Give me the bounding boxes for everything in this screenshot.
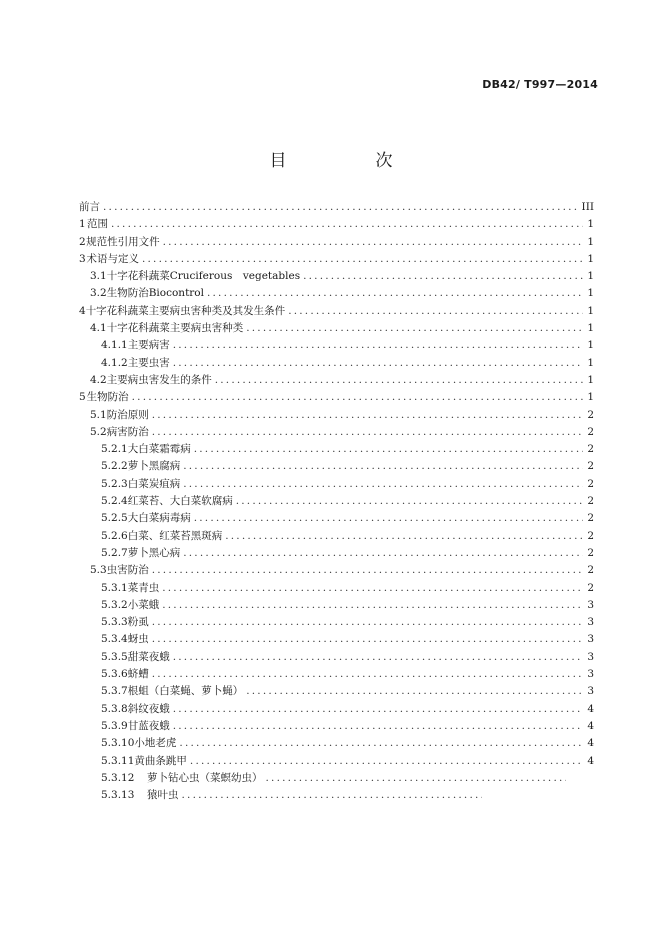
toc-entry-title: 粉虱 bbox=[127, 616, 149, 629]
toc-entry-page: 1 bbox=[587, 252, 594, 265]
toc-entry-title: 斜纹夜蛾 bbox=[127, 702, 170, 715]
toc-entry-title: 蚜虫 bbox=[127, 633, 149, 646]
toc-entry-page: 1 bbox=[587, 356, 594, 369]
toc-entry-title: 主要虫害 bbox=[127, 356, 170, 369]
toc-entry[interactable] bbox=[79, 753, 594, 770]
toc-entry-title: 甘蓝夜蛾 bbox=[127, 719, 170, 732]
toc-entry-number: 4.1 bbox=[90, 322, 107, 335]
toc-entry-title: 小菜蛾 bbox=[127, 598, 160, 611]
toc-entry-page: 1 bbox=[587, 218, 594, 231]
toc-entry-number: 5.3.10 bbox=[101, 737, 135, 750]
toc-entry-page: 2 bbox=[587, 495, 594, 508]
toc-entry[interactable] bbox=[79, 458, 594, 475]
toc-dot-leader bbox=[132, 391, 583, 403]
toc-dot-leader bbox=[152, 668, 583, 680]
toc-entry-page: 3 bbox=[587, 685, 594, 698]
toc-entry[interactable] bbox=[79, 234, 594, 251]
toc-dot-leader bbox=[173, 357, 583, 369]
toc-entry-number: 5.3.11 bbox=[101, 754, 135, 767]
toc-entry-title: 大白菜病毒病 bbox=[127, 512, 191, 525]
toc-dot-leader bbox=[288, 305, 583, 317]
toc-entry[interactable] bbox=[79, 476, 594, 493]
toc-entry-number: 5.2.2 bbox=[101, 460, 128, 473]
toc-entry-page: 1 bbox=[587, 373, 594, 386]
toc-entry-number: 5.3.6 bbox=[101, 668, 128, 681]
toc-entry[interactable] bbox=[79, 372, 594, 389]
toc-entry-page: 4 bbox=[587, 702, 594, 715]
toc-dot-leader bbox=[152, 616, 583, 628]
toc-entry-number: 5.1 bbox=[90, 408, 107, 421]
toc-entry-page: 4 bbox=[587, 737, 594, 750]
toc-entry-number: 2 bbox=[79, 235, 86, 248]
toc-entry-page: 1 bbox=[587, 339, 594, 352]
toc-entry[interactable] bbox=[79, 735, 594, 752]
toc-dot-leader bbox=[183, 478, 583, 490]
toc-dot-leader bbox=[183, 547, 583, 559]
toc-entry-page: 1 bbox=[587, 270, 594, 283]
toc-entry-title: 生物防治 bbox=[86, 391, 129, 404]
toc-dot-leader bbox=[152, 426, 583, 438]
toc-entry-title: 甜菜夜蛾 bbox=[127, 650, 170, 663]
toc-entry-page: 1 bbox=[587, 235, 594, 248]
toc-entry-number: 3.1 bbox=[90, 270, 107, 283]
toc-dot-leader bbox=[303, 270, 583, 282]
toc-dot-leader bbox=[152, 409, 583, 421]
toc-entry-number: 4.1.2 bbox=[101, 356, 128, 369]
toc-entry-number: 5.3.5 bbox=[101, 650, 128, 663]
toc-entry[interactable] bbox=[79, 528, 594, 545]
toc-entry-number: 5.3.8 bbox=[101, 702, 128, 715]
toc-dot-leader bbox=[163, 236, 583, 248]
toc-entry-page: 1 bbox=[587, 322, 594, 335]
toc-dot-leader bbox=[246, 322, 583, 334]
toc-dot-leader bbox=[173, 339, 583, 351]
toc-entry-title: 虫害防治 bbox=[106, 564, 149, 577]
toc-entry-number: 5.3.4 bbox=[101, 633, 128, 646]
toc-entry-title: 根蛆（白菜蝇、萝卜蝇） bbox=[127, 685, 244, 698]
toc-entry-title: 十字花科蔬菜主要病虫害种类及其发生条件 bbox=[85, 304, 286, 317]
toc-dot-leader bbox=[182, 789, 482, 801]
toc-entry-number: 5 bbox=[79, 391, 86, 404]
toc-entry-page: 4 bbox=[587, 719, 594, 732]
toc-dot-leader bbox=[152, 564, 583, 576]
toc-entry-number: 5.3.12 bbox=[101, 771, 135, 784]
toc-entry[interactable] bbox=[79, 303, 594, 320]
toc-dot-leader bbox=[103, 201, 579, 213]
toc-entry-title: 菜青虫 bbox=[127, 581, 160, 594]
toc-dot-leader bbox=[179, 737, 583, 749]
toc-entry[interactable] bbox=[79, 701, 594, 718]
toc-entry[interactable] bbox=[79, 787, 594, 804]
toc-dot-leader bbox=[246, 685, 583, 697]
toc-entry-page: 2 bbox=[587, 425, 594, 438]
toc-entry-title: 病害防治 bbox=[106, 425, 149, 438]
toc-entry-title: 萝卜黑腐病 bbox=[127, 460, 181, 473]
toc-dot-leader bbox=[225, 530, 583, 542]
toc-entry-number: 5.2.7 bbox=[101, 546, 128, 559]
toc-entry[interactable] bbox=[79, 424, 594, 441]
toc-entry-page: 2 bbox=[587, 564, 594, 577]
toc-entry-title: 大白菜霜霉病 bbox=[127, 443, 191, 456]
toc-dot-leader bbox=[162, 582, 583, 594]
toc-entry-page: 1 bbox=[587, 287, 594, 300]
toc-entry-number: 4.2 bbox=[90, 373, 107, 386]
toc-dot-leader bbox=[173, 651, 583, 663]
toc-entry-title: 防治原则 bbox=[106, 408, 149, 421]
toc-entry[interactable] bbox=[79, 389, 594, 406]
toc-entry[interactable] bbox=[79, 407, 594, 424]
toc-dot-leader bbox=[194, 443, 583, 455]
toc-entry-number: 5.3.3 bbox=[101, 616, 128, 629]
toc-entry[interactable] bbox=[79, 337, 594, 354]
toc-entry-title: 红菜苔、大白菜软腐病 bbox=[127, 495, 233, 508]
toc-entry-page: 2 bbox=[587, 460, 594, 473]
toc-entry-number: 1 bbox=[79, 218, 86, 231]
toc-entry[interactable] bbox=[79, 510, 594, 527]
toc-entry[interactable] bbox=[79, 355, 594, 372]
toc-dot-leader bbox=[111, 218, 583, 230]
toc-entry-page: 3 bbox=[587, 633, 594, 646]
toc-entry-page: 2 bbox=[587, 443, 594, 456]
toc-entry[interactable] bbox=[79, 718, 594, 735]
toc-entry-number: 5.3 bbox=[90, 564, 107, 577]
toc-entry[interactable] bbox=[79, 493, 594, 510]
toc-entry-page: 2 bbox=[587, 529, 594, 542]
toc-entry-title: 生物防治Biocontrol bbox=[106, 287, 204, 300]
toc-dot-leader bbox=[215, 374, 583, 386]
toc-entry[interactable] bbox=[79, 631, 594, 648]
toc-entry[interactable] bbox=[79, 268, 594, 285]
toc-entry-page: 3 bbox=[587, 668, 594, 681]
toc-entry[interactable] bbox=[79, 199, 594, 216]
toc-entry-title: 白菜、红菜苔黑斑病 bbox=[127, 529, 223, 542]
toc-entry-page: 1 bbox=[587, 391, 594, 404]
toc-entry[interactable] bbox=[79, 683, 594, 700]
toc-entry[interactable] bbox=[79, 614, 594, 631]
toc-entry[interactable] bbox=[79, 251, 594, 268]
toc-dot-leader bbox=[236, 495, 583, 507]
toc-dot-leader bbox=[142, 253, 583, 265]
toc-entry-page: 3 bbox=[587, 650, 594, 663]
toc-entry-number: 5.3.7 bbox=[101, 685, 128, 698]
toc-dot-leader bbox=[190, 755, 583, 767]
toc-dot-leader bbox=[183, 460, 583, 472]
toc-entry-number: 5.2 bbox=[90, 425, 107, 438]
toc-entry-number: 4 bbox=[79, 304, 86, 317]
toc-entry-page: 4 bbox=[587, 754, 594, 767]
document-code: DB42/ T997—2014 bbox=[482, 78, 598, 91]
toc-entry-title: 主要病害 bbox=[127, 339, 170, 352]
toc-entry-page: 2 bbox=[587, 512, 594, 525]
toc-entry-page: 2 bbox=[587, 581, 594, 594]
toc-entry[interactable] bbox=[79, 562, 594, 579]
toc-entry-title: 主要病虫害发生的条件 bbox=[106, 373, 212, 386]
toc-dot-leader bbox=[207, 287, 583, 299]
toc-entry-title: 萝卜黑心病 bbox=[127, 546, 181, 559]
toc-entry-number: 5.2.3 bbox=[101, 477, 128, 490]
toc-entry-title: 小地老虎 bbox=[134, 737, 177, 750]
toc-dot-leader bbox=[194, 512, 583, 524]
toc-entry[interactable] bbox=[79, 649, 594, 666]
toc-entry-title: 十字花科蔬菜Cruciferous vegetables bbox=[106, 270, 301, 283]
table-of-contents bbox=[79, 199, 594, 804]
toc-entry-page: 3 bbox=[587, 598, 594, 611]
toc-dot-leader bbox=[173, 703, 583, 715]
toc-dot-leader bbox=[162, 599, 583, 611]
toc-entry-title: 蛴螬 bbox=[127, 668, 149, 681]
toc-entry-title: 十字花科蔬菜主要病虫害种类 bbox=[106, 322, 244, 335]
toc-entry-title: 规范性引用文件 bbox=[86, 235, 160, 248]
toc-entry-title: 白菜炭疽病 bbox=[127, 477, 181, 490]
toc-entry[interactable] bbox=[79, 320, 594, 337]
toc-entry-title: 前言 bbox=[79, 201, 100, 213]
toc-entry-number: 5.2.4 bbox=[101, 495, 128, 508]
toc-entry-number: 5.3.9 bbox=[101, 719, 128, 732]
toc-entry-number: 5.2.5 bbox=[101, 512, 128, 525]
toc-entry-number: 5.3.2 bbox=[101, 598, 128, 611]
toc-entry-page: 3 bbox=[587, 616, 594, 629]
toc-entry-page: 1 bbox=[587, 304, 594, 317]
toc-entry-page: 2 bbox=[587, 477, 594, 490]
toc-entry[interactable] bbox=[79, 580, 594, 597]
toc-entry-page: 2 bbox=[587, 408, 594, 421]
toc-entry-title: 范围 bbox=[86, 218, 108, 231]
toc-dot-leader bbox=[152, 633, 583, 645]
toc-entry-page: 2 bbox=[587, 546, 594, 559]
toc-entry[interactable] bbox=[79, 597, 594, 614]
toc-entry-title: 猿叶虫 bbox=[147, 789, 179, 802]
toc-entry[interactable] bbox=[79, 666, 594, 683]
toc-entry-title: 黄曲条跳甲 bbox=[134, 754, 187, 767]
page-title: 目 次 bbox=[269, 151, 429, 171]
toc-entry[interactable] bbox=[79, 441, 594, 458]
toc-entry-number: 5.2.1 bbox=[101, 443, 128, 456]
toc-entry-number: 4.1.1 bbox=[101, 339, 128, 352]
toc-entry[interactable] bbox=[79, 285, 594, 302]
toc-dot-leader bbox=[266, 772, 566, 784]
toc-entry[interactable] bbox=[79, 216, 594, 233]
toc-entry-title: 萝卜钻心虫（菜螟幼虫） bbox=[147, 771, 263, 784]
toc-entry-page: III bbox=[581, 201, 594, 213]
toc-entry[interactable] bbox=[79, 545, 594, 562]
toc-entry-number: 3 bbox=[79, 252, 86, 265]
toc-entry-number: 3.2 bbox=[90, 287, 107, 300]
toc-dot-leader bbox=[173, 720, 583, 732]
toc-entry-number: 5.3.13 bbox=[101, 789, 135, 802]
toc-entry[interactable] bbox=[79, 770, 594, 787]
toc-entry-number: 5.3.1 bbox=[101, 581, 128, 594]
toc-entry-title: 术语与定义 bbox=[86, 252, 139, 265]
toc-entry-number: 5.2.6 bbox=[101, 529, 128, 542]
